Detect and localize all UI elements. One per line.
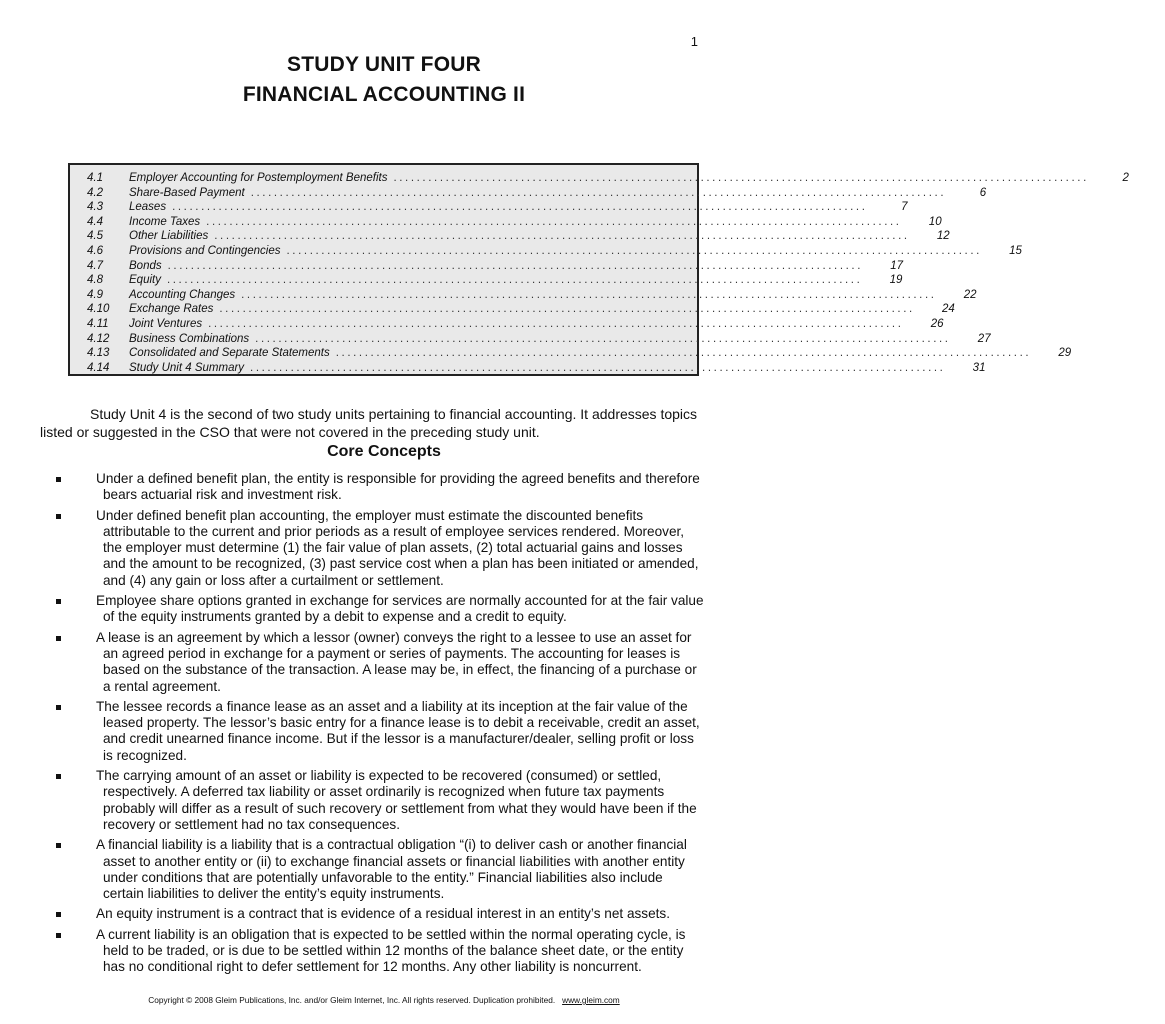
concept-text: Employee share options granted in exchange for services are normally accounted for at the fair value of the equity instruments granted by a debit to expense and a credit to equity. [96,593,704,625]
toc-section-title: Bonds [129,259,162,272]
toc-leader-dots: ........................................................................................................................ [206,215,902,228]
footer [0,995,768,1005]
toc-page-number: 6 [979,186,987,199]
toc-section-title: Consolidated and Separate Statements [129,347,330,360]
toc-leader-dots: ........................................................................................................................ [241,288,937,301]
toc-section-number: 4.3 [87,201,103,214]
toc-section-number: 4.1 [87,172,103,184]
toc-leader-dots: ........................................................................................................................ [219,303,915,316]
square-bullet-icon [56,933,61,938]
toc-section-number: 4.7 [87,259,103,272]
toc-section-number: 4.5 [87,230,103,243]
toc-section-number: 4.6 [87,244,103,257]
title-line-2: FINANCIAL ACCOUNTING II [242,83,526,106]
toc-row[interactable] [70,361,986,376]
toc-section-number: 4.4 [87,215,103,228]
toc-row[interactable] [70,288,977,303]
toc-section-title: Business Combinations [129,332,250,345]
toc-section-title: Exchange Rates [129,303,214,316]
toc-section-title: Joint Ventures [129,317,203,330]
toc-leader-dots: ........................................................................................................................ [172,201,868,214]
toc-row[interactable] [70,244,1022,259]
toc-leader-dots: ........................................................................................................................ [167,259,864,272]
toc-row[interactable] [70,302,955,317]
toc-row[interactable] [70,317,944,332]
toc-section-title: Income Taxes [129,215,201,228]
toc-section-number: 4.14 [87,361,110,374]
square-bullet-icon [56,912,61,917]
toc-section-number: 4.8 [87,274,103,287]
toc-section-title: Share-Based Payment [129,186,245,199]
toc-row[interactable] [70,215,942,230]
square-bullet-icon [56,636,61,641]
core-concepts-list [40,471,705,980]
toc-row[interactable] [70,346,1072,361]
toc-page-number: 12 [936,230,950,243]
toc-leader-dots: ........................................................................................................................ [208,317,904,330]
toc-page-number: 27 [977,332,991,345]
website-link[interactable]: www.gleim.com [562,995,620,1005]
toc-leader-dots: ........................................................................................................................ [335,347,1032,360]
toc-page-number: 10 [928,215,942,228]
toc-row[interactable] [70,171,1129,186]
toc-row[interactable] [70,200,908,215]
toc-page-number: 2 [1122,172,1129,184]
toc-section-number: 4.9 [87,288,103,301]
toc-section-number: 4.13 [87,347,110,360]
concept-item [40,471,705,504]
title-line-1: STUDY UNIT FOUR [287,53,481,76]
toc-section-number: 4.10 [87,303,110,316]
toc-section-title: Provisions and Contingencies [129,244,281,257]
toc-page-number: 15 [1009,244,1022,257]
copyright-text: Copyright © 2008 Gleim Publications, Inc. and/or Gleim Internet, Inc. All rights reserved. Duplication prohibited. [148,995,556,1005]
concept-text: A financial liability is a liability that is a contractual obligation “(i) to deliver cash or another financial asset to another entity or (ii) to exchange financial assets or financial liabilities with another entity under conditions that are potentially unfavorable to the entity.” Financial liabilities also include certain liabilities to deliver the entity’s equity instruments. [96,837,687,902]
concept-item [40,699,705,764]
toc-section-number: 4.11 [87,317,109,330]
toc-page-number: 19 [889,274,903,287]
square-bullet-icon [56,705,61,710]
concept-text: Under a defined benefit plan, the entity is responsible for providing the agreed benefits and therefore bears actuarial risk and investment risk. [96,471,700,503]
table-of-contents [68,163,1129,376]
toc-leader-dots: ........................................................................................................................ [250,361,946,374]
toc-page-number: 7 [901,201,908,214]
concept-item [40,508,705,589]
toc-leader-dots: ........................................................................................................................ [214,230,910,243]
square-bullet-icon [56,477,61,482]
toc-leader-dots: ........................................................................................................................ [166,274,863,287]
concept-text: The carrying amount of an asset or liability is expected to be recovered (consumed) or settled, respectively. A deferred tax liability or asset ordinarily is recognized when future tax payments probably will differ as a result of such recovery or settlement from what they would have been if the recovery or settlement had no tax consequences. [96,768,697,832]
concept-item [40,768,705,833]
toc-section-number: 4.12 [87,332,110,345]
square-bullet-icon [56,843,61,848]
page-number: 1 [690,34,698,49]
toc-page-number: 17 [890,259,904,272]
concept-text: The lessee records a finance lease as an asset and a liability at its inception at the fair value of the leased property. The lessor’s basic entry for a finance lease is to debit a receivable, credit an asset, and credit unearned finance income. But if the lessor is a manufacturer/dealer, selling profit or loss is recognized. [96,698,700,763]
square-bullet-icon [56,514,61,519]
intro-paragraph: Study Unit 4 is the second of two study units pertaining to financial accounting. It addresses topics listed or suggested in the CSO that were not covered in the preceding study unit. [40,406,698,440]
toc-leader-dots: ........................................................................................................................ [250,186,947,199]
toc-row[interactable] [70,273,903,288]
toc-leader-dots: ........................................................................................................................ [393,172,1089,184]
square-bullet-icon [56,599,61,604]
toc-page-number: 26 [930,317,944,330]
toc-page-number: 22 [963,288,977,301]
concept-item [40,927,705,976]
page-title [0,50,768,110]
toc-row[interactable] [70,186,987,201]
concept-text: A lease is an agreement by which a lessor (owner) conveys the right to a lessee to use an asset for an agreed period in exchange for a payment or series of payments. The accounting for leases is based on the substance of the transaction. A lease may be, in effect, the financing of a purchase or a rental agreement. [96,629,697,694]
toc-section-title: Employer Accounting for Postemployment Benefits [129,172,388,184]
toc-leader-dots: ........................................................................................................................ [286,244,982,257]
toc-row[interactable] [70,229,950,244]
concept-item [40,630,705,695]
concept-text: Under defined benefit plan accounting, the employer must estimate the discounted benefits attributable to the current and prior periods as a result of employee services rendered. Moreover, the employer must determine (1) the fair value of plan assets, (2) total actuarial gains and losses and the amount to be recognized, (3) past service cost when a plan has been initiated or amended, and (4) any gain or loss after a curtailment or settlement. [96,507,699,588]
core-concepts-heading: Core Concepts [327,443,441,460]
toc-leader-dots: ........................................................................................................................ [255,332,951,345]
toc-row[interactable] [70,259,904,274]
toc-page-number: 31 [972,361,986,374]
concept-item [40,593,705,626]
toc-section-title: Other Liabilities [129,230,209,243]
toc-section-title: Study Unit 4 Summary [129,361,245,374]
concept-item [40,837,705,902]
toc-section-title: Accounting Changes [129,288,236,301]
concept-text: An equity instrument is a contract that is evidence of a residual interest in an entity’s net assets. [96,906,671,922]
toc-section-title: Leases [129,201,167,214]
square-bullet-icon [56,774,61,779]
toc-section-number: 4.2 [87,186,103,199]
toc-page-number: 24 [942,303,955,316]
toc-page-number: 29 [1058,347,1072,360]
toc-row[interactable] [70,332,991,347]
toc-section-title: Equity [129,274,161,287]
concept-item [40,906,705,922]
concept-text: A current liability is an obligation that is expected to be settled within the normal operating cycle, is held to be traded, or is due to be settled within 12 months of the balance sheet date, or the entity has no conditional right to defer settlement for 12 months. Any other liability is noncurrent. [96,926,686,975]
